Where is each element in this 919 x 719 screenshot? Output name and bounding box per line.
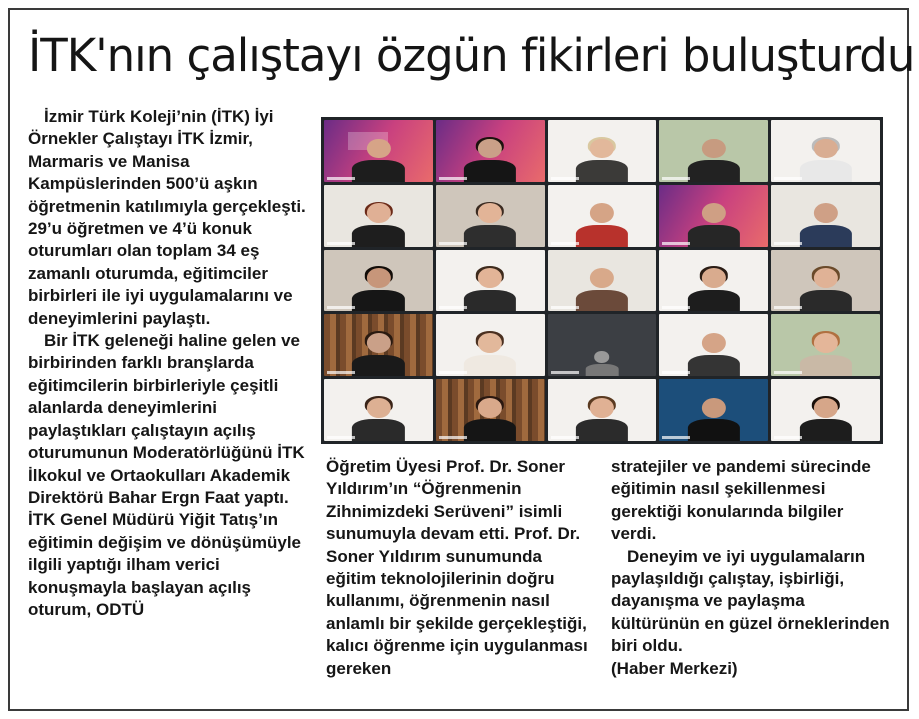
participant-tile bbox=[324, 314, 433, 376]
participant-tile bbox=[548, 314, 657, 376]
headline: İTK'nın çalıştayı özgün fikirleri buluşturdu bbox=[28, 29, 915, 82]
participant-tile bbox=[324, 379, 433, 441]
participant-tile bbox=[771, 120, 880, 182]
paragraph-5: Deneyim ve iyi uygulamaların paylaşıldığı çalıştay, işbirliği, dayanışma ve paylaşma kültürünün en güzel örneklerinden biri oldu. bbox=[611, 546, 890, 656]
participant-tile bbox=[436, 120, 545, 182]
article-column-1 bbox=[28, 106, 310, 621]
participant-tile bbox=[659, 379, 768, 441]
participant-tile bbox=[659, 314, 768, 376]
article-column-2 bbox=[326, 456, 596, 680]
participant-tile bbox=[659, 185, 768, 247]
paragraph-4: stratejiler ve pandemi sürecinde eğitimin nasıl şekillenmesi gerektiği konularında bilgiler verdi. bbox=[611, 457, 871, 544]
participant-tile bbox=[436, 185, 545, 247]
paragraph-1: İzmir Türk Koleji’nin (İTK) İyi Örnekler Çalıştayı İTK İzmir, Marmaris ve Manisa Kampüslerinden 500’ü aşkın öğretmenin katılımıyla gerçekleşti. 29’u öğretmen ve 4’ü konuk oturumları olan toplam 34 eş zamanlı oturumda, eğitimciler birbirleri ile iyi uygulamalarını ve deneyimlerini paylaştı. bbox=[28, 107, 306, 328]
participant-tile bbox=[436, 379, 545, 441]
paragraph-3: Öğretim Üyesi Prof. Dr. Soner Yıldırım’ın “Öğrenmenin Zihnimizdeki Serüveni” isimli sunumuyla devam etti. Prof. Dr. Soner Yıldırım sunumunda eğitim teknolojilerinin doğru kullanımı, öğrenmenin nasıl anlamlı bir şekilde gerçekleştiği, kalıcı öğrenme için uygulanması gereken bbox=[326, 457, 588, 678]
participant-tile bbox=[659, 250, 768, 312]
participant-tile bbox=[324, 185, 433, 247]
participant-tile bbox=[324, 120, 433, 182]
participant-tile bbox=[771, 185, 880, 247]
participant-tile bbox=[771, 379, 880, 441]
news-credit: (Haber Merkezi) bbox=[611, 658, 738, 678]
paragraph-2: Bir İTK geleneği haline gelen ve birbirinden farklı branşlarda eğitimcilerin birbirleriyle çeşitli alanlarda deneyimlerini paylaştıkları çalıştayın açılış oturumunun Moderatörlüğünü İTK İlkokul ve Ortaokulları Akademik Direktörü Bahar Ergn Faat yaptı. İTK Genel Müdürü Yiğit Tatış’ın eğitimin değişim ve dönüşümüyle ilgili yaptığı ilham verici konuşmayla başlayan açılış oturum, ODTÜ bbox=[28, 331, 305, 619]
participant-tile bbox=[771, 314, 880, 376]
video-conference-photo bbox=[321, 117, 883, 444]
participant-tile bbox=[659, 120, 768, 182]
participant-tile bbox=[436, 250, 545, 312]
participant-tile bbox=[548, 185, 657, 247]
participant-tile bbox=[548, 379, 657, 441]
participant-tile bbox=[324, 250, 433, 312]
participant-tile bbox=[436, 314, 545, 376]
participant-tile bbox=[771, 250, 880, 312]
article-column-3 bbox=[611, 456, 891, 680]
participant-tile bbox=[548, 120, 657, 182]
participant-tile bbox=[548, 250, 657, 312]
